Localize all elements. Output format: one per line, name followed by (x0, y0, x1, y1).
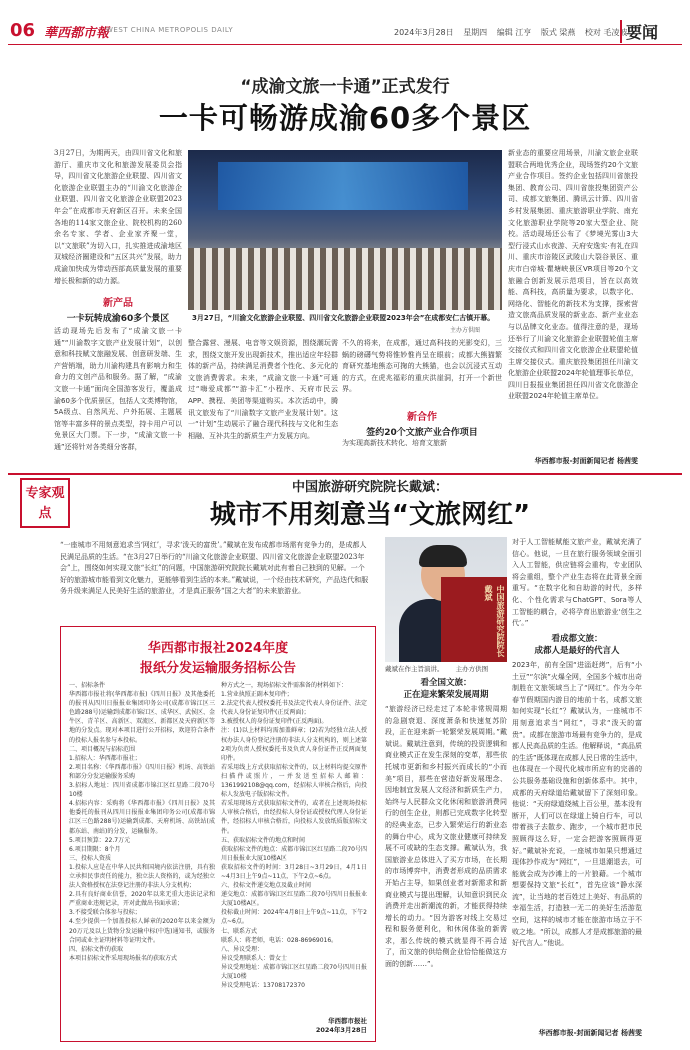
article2-quote: “一座城市不用刻意追求当‘网红’，寻求‘泼天的富贵’。”戴斌在发布成都市场需有竞争力的，是成都人民满足品质的生活。“在3月27日举行的“川渝文化旅游企业联盟、四川省文化旅游企业联盟2023年会”上，围绕如何实现文旅“长红”的问题，中国旅游研究院院长戴斌对此有着自己独到的见解。一个好的旅游城市能看到文化魅力，更能够看到生活的本来。”戴斌说，一个经由技术研究，产品迭代和服务升级来满足人民美好生活的旅游业，才是真正服务“国之大者”的未来旅游业。 (60, 541, 369, 596)
portrait-photo (385, 537, 507, 662)
proofreader-credit: 校对 毛凌波 (584, 28, 628, 37)
photo-caption: 3月27日，“川渝文化旅游企业联盟、四川省文化旅游企业联盟2023年会”在成都安仁古镇开幕。 (192, 314, 495, 322)
article2-subhead-1 (385, 676, 507, 700)
section-name: 要闻 (620, 20, 658, 43)
article1-byline: 华西都市报-封面新闻记者 杨茜雯 (534, 457, 638, 465)
portrait-caption-text: 戴斌在作主旨演讲。 (385, 665, 444, 673)
paper-logo: 華西都市報 (44, 26, 110, 41)
article2-headline: 城市不用刻意当“文旅网红” (209, 500, 531, 530)
tender-notice (60, 626, 376, 1042)
header-divider (8, 44, 682, 45)
notice-col1: 一、招标条件 华西都市报社将(华西都市报)《四川日报》及其他委托的报刊从四川日报报业集团印务公司(成都市锦江区三色路288号)运输到成都市锦江区、成华区、武侯区、金牛区、青羊区、高新区、双流区、新都区及天府新区等地的分发点。现对本项目进行公开招标，欢迎符合条件的投标人报名参与本投标。 二、项目概况与招标范围 1.招标人：华西都市报社； 2.项目名称：《华西都市报》《四川日报》机场、高铁站和部分分发运输服务采购 3.招标人地址：四川省成都市锦江区红星路二段70号10楼 4.招标内容：采购将《华西都市报》《四川日报》及其他委托的报刊从四川日报报业集团印务公司(成都市锦江区三色路288号)运输到成都、天府机场、高铁站(成都东站、南站)的分发，运输服务。 5.项目预算：22.7万元 6.项目期限：8个月 三、投标人资质 1.投标人应是在中华人民共和国境内依法注册，具有独立承担民事责任的能力，独立法人资格的，或为经独立法人资格授权在法登记注册的非法人分支机构； 2.具有良好商业信誉，2020年以来无重大违法记录和严重商业违规记录，开对此做出书面承诺； 3.不接受联合体参与投标； 4.至少提供一个加盖投标人鲜章的2020年以来金额为20万元及以上货物分发运输中标(中选)通知书，或服务合同或业主证明材料等证明文件。 四、招标文件的获取 本项目招标文件采用现场报名的获取方式 (69, 682, 215, 962)
subhead-line2: 正在迎来繁荣发展周期 (403, 690, 489, 700)
expert-opinion-badge: 专家观点 (20, 478, 70, 528)
article1-lead: 3月27日，为期两天，由四川省文化和旅游厅、重庆市文化和旅游发展委员会指导，四川省文化旅游企业联盟、四川省文化旅游企业联盟主办的“川渝文化旅游企业联盟、四川省文化旅游企业联盟2023年会”在成都市天府新区召开。未来全国各地的114家文旅企业、院校机构的260余名专家、学者、企业家齐聚一堂，以“文旅联”为切入口，扎实推进成渝地区双城经济圈建设和“五区共兴”发展，助力成渝加快成为带动西部高质量发展的重要增长极和新的动力源。 (54, 149, 182, 285)
conference-photo (188, 150, 502, 310)
article1-col1: 活动现场先后发布了“成渝文旅一卡通”“川渝数字文旅产业发展计划”，以创意和科技赋文旅融发展、创意研发端、生产营销端，助力川渝构建具有影响力和生命力的文创产品和服务。据了解，“成渝文旅一卡通”面向全国游客发行，覆盖成渝60多个优质景区，包括人文类博物馆，5A级点、自然风光、户外拓展、主题展馆等丰富多样的景点类型，持卡用户可以免景区大门票。下一步，“成渝文旅一卡通”还将针对各类细分客群， (54, 327, 182, 451)
subhead-line1: 看成都文旅： (551, 634, 603, 644)
article2-col-right: 2023年，前有全国“进淄赶烤”，后有“小土豆”“尔滨”火爆全网，全国多个城市出奇制胜在文旅领域当上了“网红”。作为今年春节假期国内游目的地前十名，成都文旅如何实现“长红”？戴斌认为，一座城市不用刻意追求当“网红”，寻求“泼天的富贵”。成都在旅游市场最有竞争力的，是成都人民高品质的生活。他解释说，“高品质的生活”既体现在成都人民日常的生活中，也体现在一个现代化城市所应有的完善的公共服务基础设施和创新体系中。其中，成都的天府绿道给戴斌留下了深刻印象。他说：“天府绿道绕城上百公里，基本没有断开，人们可以在绿道上骑自行车，可以带着孩子去散步、跑步，一个城市把市民照顾得这么好，一定会把游客照顾得更好。”戴斌补充说，一座城市如果只想通过现体抄作成为“网红”，一旦退潮退去，可能就会成为沙滩上的一片狼藉。一个城市想要保持文旅“长红”，首先应该“静水深流”，让当地的老百姓过上美好、有品质的幸福生活，打造独一无二的美好生活游览空间，这样的城市才能在旅游市场立于不败之地。“所以，成都人才是成都旅游的最好代言人。”他说。 (512, 661, 642, 948)
article1-subhead-1 (54, 294, 182, 324)
issue-meta (394, 27, 634, 38)
article2-subhead-2 (512, 632, 642, 656)
subhead-line2: 成都人是最好的代言人 (534, 646, 620, 656)
notice-signature (316, 1017, 367, 1035)
article1-col2: 整合露营、漫展、电音等文娱资源，围绕潮玩需求，围绕文旅开发出现新技术，推出适应年轻群体的新产品，持续满足消费者个性化、多元化的文旅消费需求。未来，“成渝文旅一卡通”可通过“嗨爱成都”“游卡汇”小程序、天府市民云APP、携程、美团等渠道购买。本次活动中，腾讯文旅发布了“川渝数字文旅产业发展计划”。这一“计划”生动展示了融合现代科技与文化和生态相融、互补共生的新质生产力发展方向。 (188, 339, 338, 440)
article2-byline: 华西都市报-封面新闻记者 杨茜雯 (538, 1029, 642, 1037)
paper-english-name: WEST CHINA METROPOLIS DAILY (106, 26, 234, 34)
page-header (0, 0, 690, 44)
stage-screen (218, 162, 468, 210)
article1-kicker: “成渝文旅一卡通”正式发行 (240, 77, 450, 97)
portrait-hair (419, 545, 467, 567)
photo-credit: 主办方供图 (450, 327, 481, 334)
portrait-banner: 中国旅游研究院院长戴斌 (441, 577, 507, 662)
notice-date: 2024年3月28日 (315, 1026, 367, 1034)
notice-title-2: 报纸分发运输服务招标公告 (139, 661, 296, 676)
notice-org: 华西都市报社 (328, 1017, 367, 1025)
subhead-title: 签约20个文旅产业合作项目 (366, 428, 478, 438)
article1-col3: 不久的将来，在成都，通过高科技的光影变幻，三蜗的磅礴气势将惟妙惟肖呈在眼前；成都大熊猫繁育研究基地熊态可掬的大熊猫，也会以沉浸式互动的方式，在虎兆福彩的重庆洪崖洞，打开一个新世界。 (342, 339, 502, 394)
subhead-kicker: 新合作 (407, 412, 437, 423)
layout-credit: 版式 梁燕 (540, 28, 576, 37)
article2-kicker: 中国旅游研究院院长戴斌： (291, 480, 448, 495)
issue-date: 2024年3月28日 (394, 28, 454, 37)
subhead-line1: 看全国文旅： (420, 678, 472, 688)
article2-col-right-top: 对于人工智能赋能文旅产业，戴斌充满了信心。他说，一旦在旅行服务领域全面引入人工智能，供应链将会重构，专业团队将会重组，整个产业生态将在此背景全面重写。“在数字化和自助游的时代，多样化、个性化需求与ChatGPT、Sora等人工智能的耦合，必将孕育出旅游业‘创生之代’。” (512, 538, 642, 627)
portrait-caption (385, 664, 488, 673)
portrait-credit: 主办方供图 (455, 665, 489, 673)
article2-col-mid: “旅游经济已经走过了本轮非常规周期的急剧衰退、深度萧条和快速复苏阶段，正在迎来新一轮繁荣发展周期。”戴斌说。戴斌注意到，传统的投资逻辑和商业模式正在发生深刻的变革，那些依托城市更新和乡村振兴而成长的“小而美”项目，那些在营造好新发展理念、因地制宜发展人文经济和新质生产力，始终与人民群众文化休闲和旅游消费同行的创生企业，则都已完成数字化转型的经典业态，已步入繁荣运行的新业态的舞台中心，成为文旅业健康可持续发展不可或缺的生态支撑。戴斌认为，我国旅游业总体进入了买方市场，在长期的市场博弈中，消费者形成的品质需求开始占主导，如果创业者对新需求和新商业模式与提出理解，认知意识到民众消费并走出新潮流的新，才能获得持续增长的动力。“因为游客对线上交易过程和服务便利化，和休闲体验的新需求，那么传统的模式就显得不再合适了，而文旅的供给侧企业恰恰能做这方面的创新……”。 (385, 705, 507, 969)
article1-headline: 一卡可畅游成渝60多个景区 (158, 101, 532, 135)
article1-col3b: 为实现高新技术转化、培育文旅新 (342, 439, 447, 447)
editor-credit: 编辑 江亨 (496, 28, 532, 37)
page-number: 06 (10, 20, 36, 41)
issue-weekday: 星期四 (463, 28, 488, 37)
article1-col4: 新业态的重要应用场景，川渝文旅企业联盟联合两地优秀企业，现场签约20个文旅产业合作项目。签约企业包括四川省旅投集团、教育公司、四川省旅投集团资产公司、成都文旅集团、腾讯云计算、四川省乡村发展集团、重庆旅游职业学院、南充文化旅游职业学院等20家大型企业、院校。活动现场还公布了《梦境光雾山3大型行浸式山水夜游、天府安逸实·有礼在四川、重庆市涪陵区武陵山大裂谷景区、重庆市白帝城·瞿塘峡景区VR项目等20个文旅融合创新发展示范项目，旨在以高效能、高科技，高质量为要求，以数字化、网络化、智能化的新技术为支撑，探索营造文旅高品质发展的新业态、新产业业态与以品牌文化业态。值得注意的是，现场还举行了川渝文化旅游企业联盟轮值主席交接仪式和四川省文化旅游企业联盟轮值主席交接仪式。重庆旅投集团担任川渝文化旅游企业联盟2024年轮值理事长单位，四川日报报业集团担任四川省文化旅游企业联盟2024年轮值主席单位。 (508, 149, 638, 401)
subhead-title: 一卡玩转成渝60多个景区 (66, 314, 170, 324)
subhead-kicker: 新产品 (103, 298, 133, 309)
notice-col2: 种方式之一，现场招标文件需准备的材料如下： 1.营业执照正副本复印件； 2.法定代表人授权委托书及法定代表人身份证件、法定代表人身份证复印件(正反两面)； 3.被授权人的身份证复印件(正反两面)。 注：(1)以上材料均需加盖鲜章；(2)若为经独立法人授权办法人身份登记注册的非法人分支机构的，则上述第2项为负责人授权委托书及负责人身份证件正反两面复印件。 若采用线上方式获取招标文件的，以上材料均提交原件扫描件或照片，一并发送至招标人邮箱：1361992108@qq.com，经招标人审核合格后，向投标人发放电子版招标文件。 若采用现场方式获取招标文件的，或者在上述现场投标人审核合格后，由经投标人身份证或授权代理人身份证件，经招标人审核合格后，向投标人发放纸质版招标文件。 五、获取招标文件的地点和时间 获取招标文件的地点：成都市锦江区红星路二段70号四川日报报业大厦10楼A区 获取招标文件的时间：3月28日~3月29日，4月1日~4月3日上午9点~11点，下午2点~6点。 六、投标文件递交地点及截止时间 递交地点：成都市锦江区红星路二段70号四川日报报业大厦10楼A区。 投标截止时间：2024年4月8日上午9点~11点，下午2点~6点。 七、联系方式 联系人：蒋老师，电话：028-86969016。 八、异议受理： 异议受理联系人：曾女士 异议受理地址：成都市锦江区红星路二段70号四川日报大厦10楼 异议受理电话：13708172370 (221, 682, 367, 990)
notice-title-1: 华西都市报社2024年度 (147, 641, 289, 656)
audience-seats (188, 248, 502, 310)
section-divider (8, 473, 682, 475)
article1-subhead-2 (342, 408, 502, 438)
